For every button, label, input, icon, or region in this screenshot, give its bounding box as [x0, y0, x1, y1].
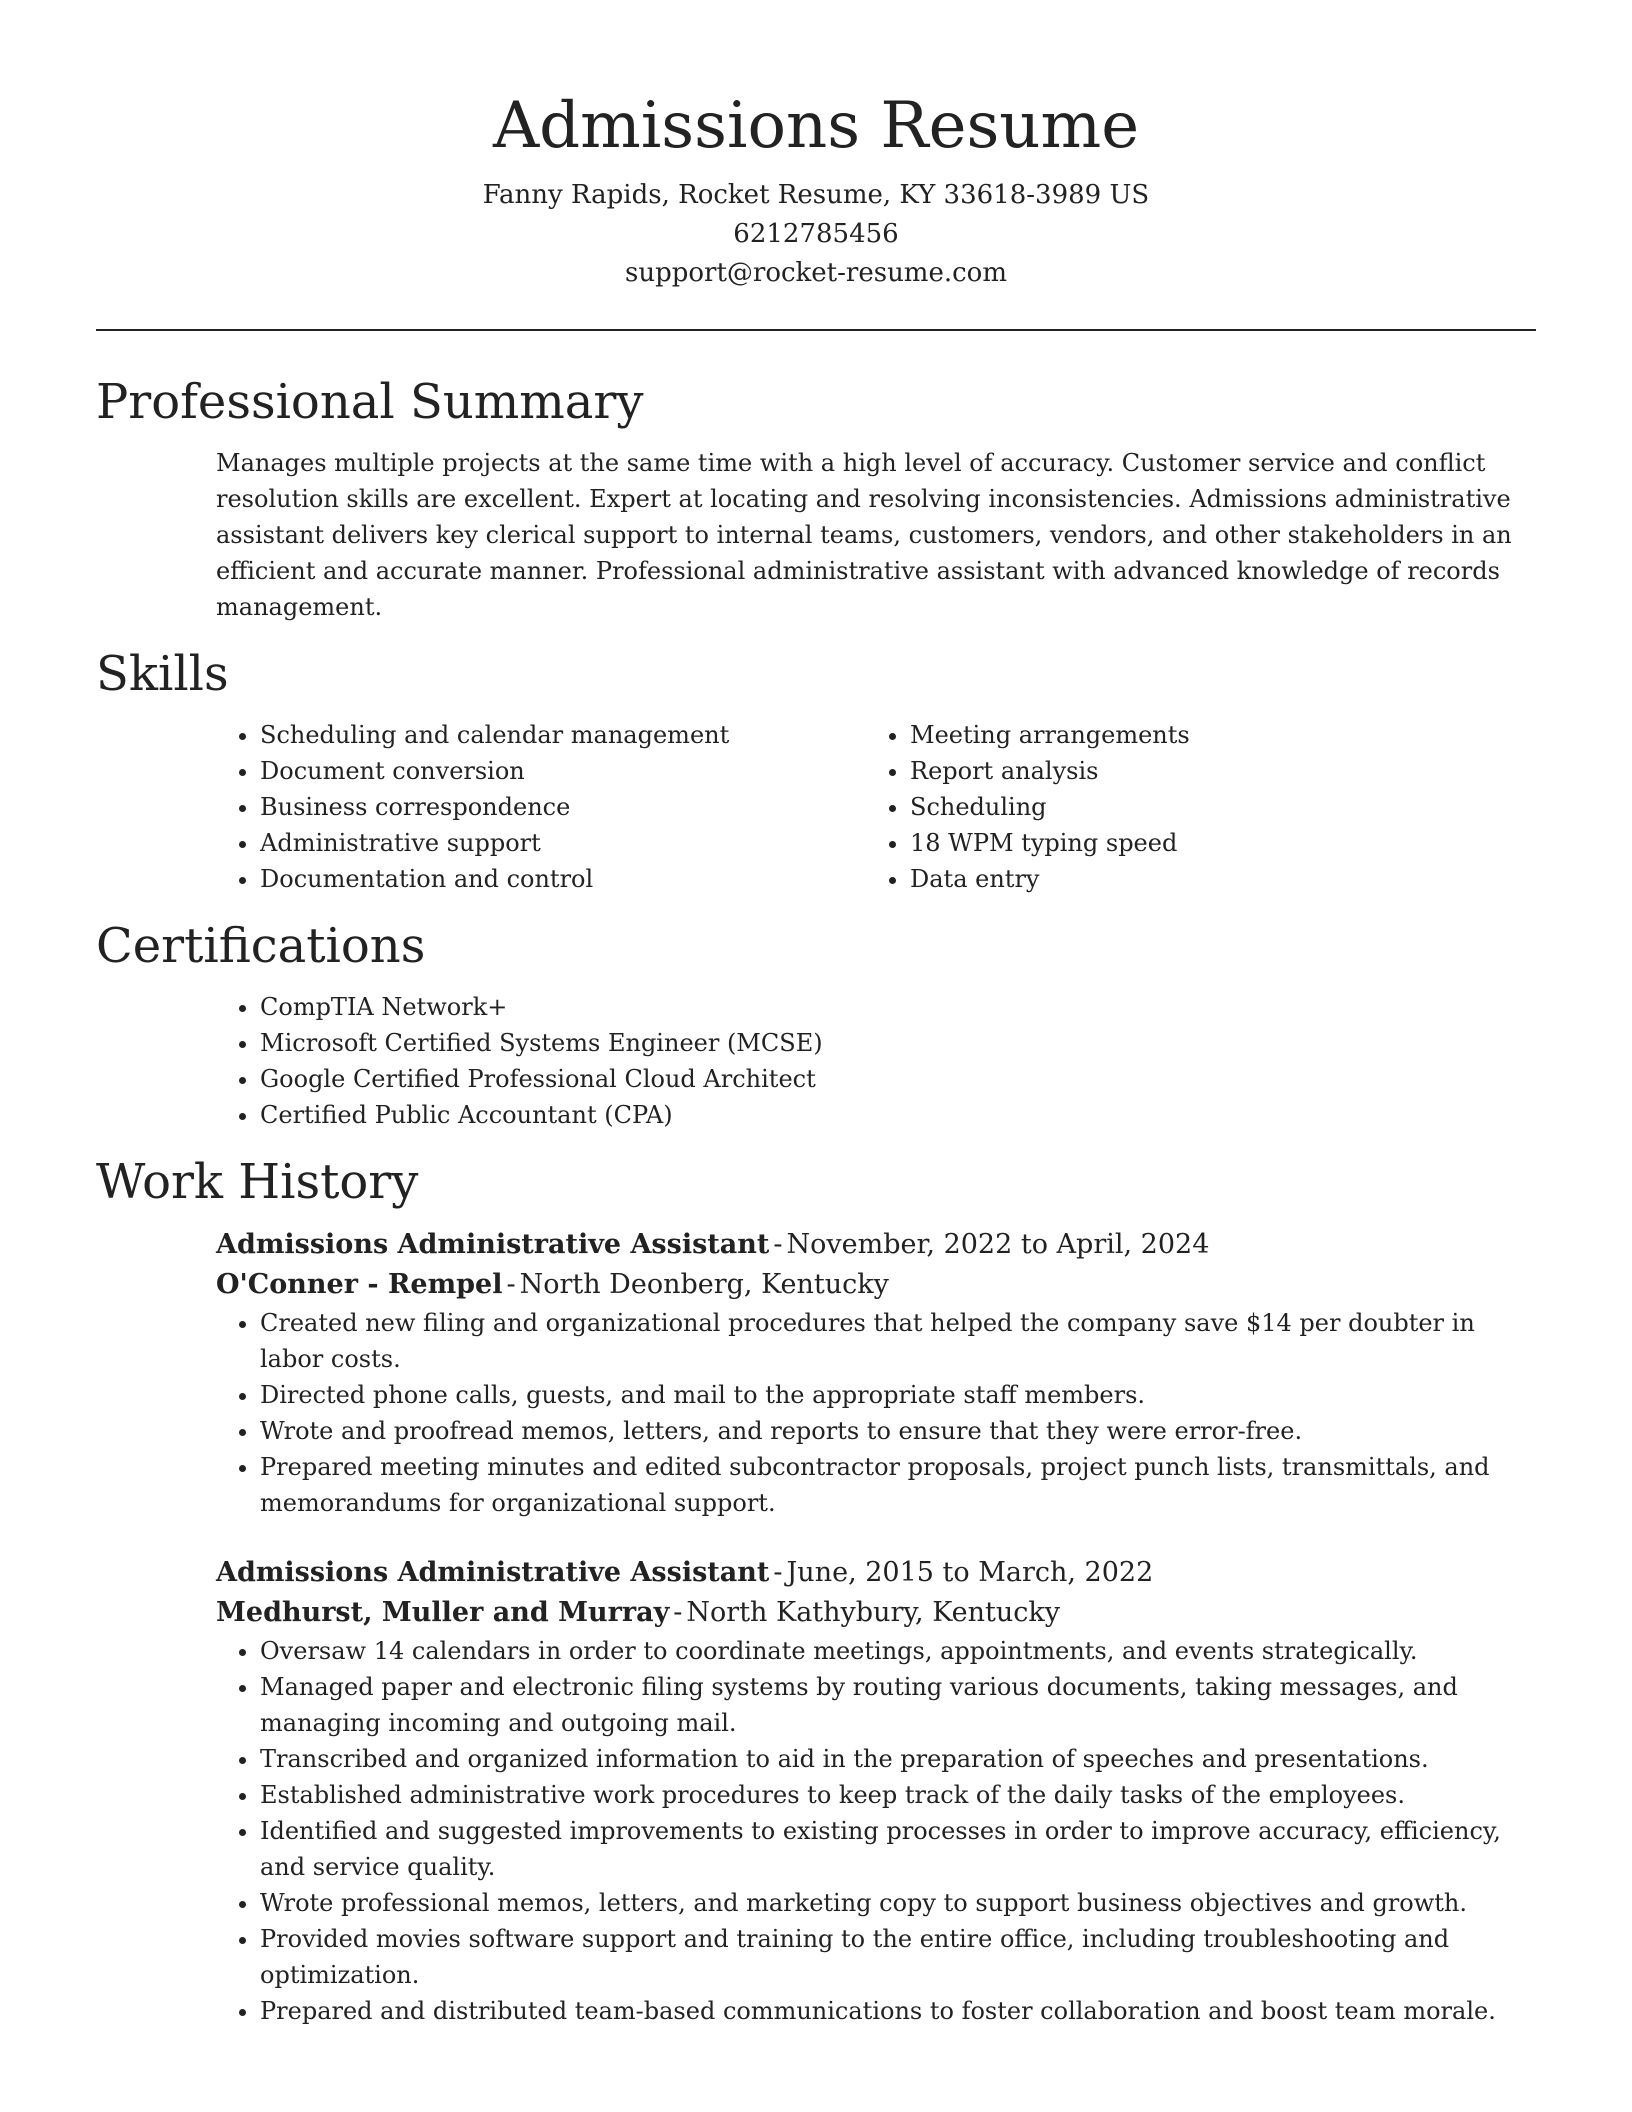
contact-block: [96, 176, 1536, 293]
job-separator: -: [773, 1229, 783, 1260]
contact-address: Fanny Rapids, Rocket Resume, KY 33618-3989 US: [482, 180, 1150, 210]
job-title: Admissions Administrative Assistant: [216, 1229, 770, 1260]
skill-item: • Scheduling: [910, 789, 1516, 825]
skill-item: • Documentation and control: [260, 861, 866, 897]
job-separator: -: [773, 1557, 783, 1588]
skills-column-left: [216, 717, 866, 897]
job-bullet: • Identified and suggested improvements to existing processes in order to improve accuracy, efficiency, and service quality.: [260, 1813, 1536, 1885]
certifications-heading: Certifications: [96, 918, 426, 974]
job-entry: [216, 1553, 1536, 2029]
contact-email: support@rocket-resume.com: [624, 258, 1007, 288]
skill-item: • Business correspondence: [260, 789, 866, 825]
certifications-list: [216, 989, 1536, 1133]
summary-section: [96, 371, 1536, 625]
certifications-list-wrap: [216, 989, 1536, 1133]
skills-list-left: [216, 717, 866, 897]
job-title-line: [216, 1553, 1536, 1593]
job-company-line: [216, 1265, 1536, 1305]
skill-item: • Meeting arrangements: [910, 717, 1516, 753]
job-title-line: [216, 1225, 1536, 1265]
job-bullet: • Wrote professional memos, letters, and marketing copy to support business objectives and growth.: [260, 1885, 1536, 1921]
summary-text: Manages multiple projects at the same time with a high level of accuracy. Customer service and conflict resolution skills are excellent. Expert at locating and resolving inconsistencies. Admissions administrative assistant delivers key clerical support to internal teams, customers, vendors, and other stakeholders in an efficient and accurate manner. Professional administrative assistant with advanced knowledge of records management.: [216, 449, 1512, 621]
work-history-section: [96, 1151, 1536, 2029]
summary-heading: Professional Summary: [96, 374, 644, 430]
job-bullet: • Oversaw 14 calendars in order to coordinate meetings, appointments, and events strategically.: [260, 1633, 1536, 1669]
resume-title: Admissions Resume: [492, 89, 1140, 163]
job-entry: [216, 1225, 1536, 1521]
skill-item: • Document conversion: [260, 753, 866, 789]
job-bullet: • Managed paper and electronic filing systems by routing various documents, taking messages, and managing incoming and outgoing mail.: [260, 1669, 1536, 1741]
job-bullets: [216, 1305, 1536, 1521]
job-bullet: • Created new filing and organizational procedures that helped the company save $14 per doubter in labor costs.: [260, 1305, 1536, 1377]
certifications-section: [96, 915, 1536, 1133]
certification-item: • Certified Public Accountant (CPA): [260, 1097, 1536, 1133]
job-location: North Deonberg, Kentucky: [519, 1269, 889, 1300]
job-bullet: • Prepared meeting minutes and edited subcontractor proposals, project punch lists, transmittals, and memorandums for organizational support.: [260, 1449, 1536, 1521]
skills-list-right: [866, 717, 1516, 897]
skills-grid: [216, 717, 1536, 897]
job-bullet: • Established administrative work procedures to keep track of the daily tasks of the employees.: [260, 1777, 1536, 1813]
skill-item: • Report analysis: [910, 753, 1516, 789]
contact-phone: 6212785456: [733, 219, 899, 249]
job-bullet: • Prepared and distributed team-based communications to foster collaboration and boost team morale.: [260, 1993, 1536, 2029]
job-separator: -: [673, 1597, 683, 1628]
job-company-line: [216, 1593, 1536, 1633]
header-divider: [96, 329, 1536, 331]
certification-item: • Microsoft Certified Systems Engineer (MCSE): [260, 1025, 1536, 1061]
job-separator: -: [506, 1269, 516, 1300]
skill-item: • Scheduling and calendar management: [260, 717, 866, 753]
job-company: Medhurst, Muller and Murray: [216, 1597, 670, 1628]
job-bullets: [216, 1633, 1536, 2029]
job-bullet: • Transcribed and organized information to aid in the preparation of speeches and presentations.: [260, 1741, 1536, 1777]
job-title: Admissions Administrative Assistant: [216, 1557, 770, 1588]
skill-item: • Administrative support: [260, 825, 866, 861]
skills-column-right: [866, 717, 1516, 897]
certification-item: • Google Certified Professional Cloud Architect: [260, 1061, 1536, 1097]
job-location: North Kathybury, Kentucky: [686, 1597, 1060, 1628]
job-bullet: • Provided movies software support and training to the entire office, including troubleshooting and optimization.: [260, 1921, 1536, 1993]
job-dates: June, 2015 to March, 2022: [786, 1557, 1154, 1588]
job-company: O'Conner - Rempel: [216, 1269, 503, 1300]
job-dates: November, 2022 to April, 2024: [786, 1229, 1210, 1260]
skill-item: • Data entry: [910, 861, 1516, 897]
skills-heading: Skills: [96, 646, 229, 702]
job-bullet: • Wrote and proofread memos, letters, and reports to ensure that they were error-free.: [260, 1413, 1536, 1449]
skill-item: • 18 WPM typing speed: [910, 825, 1516, 861]
certification-item: • CompTIA Network+: [260, 989, 1536, 1025]
resume-header: [96, 86, 1536, 293]
work-history-heading: Work History: [96, 1154, 419, 1210]
job-bullet: • Directed phone calls, guests, and mail to the appropriate staff members.: [260, 1377, 1536, 1413]
skills-section: [96, 643, 1536, 897]
